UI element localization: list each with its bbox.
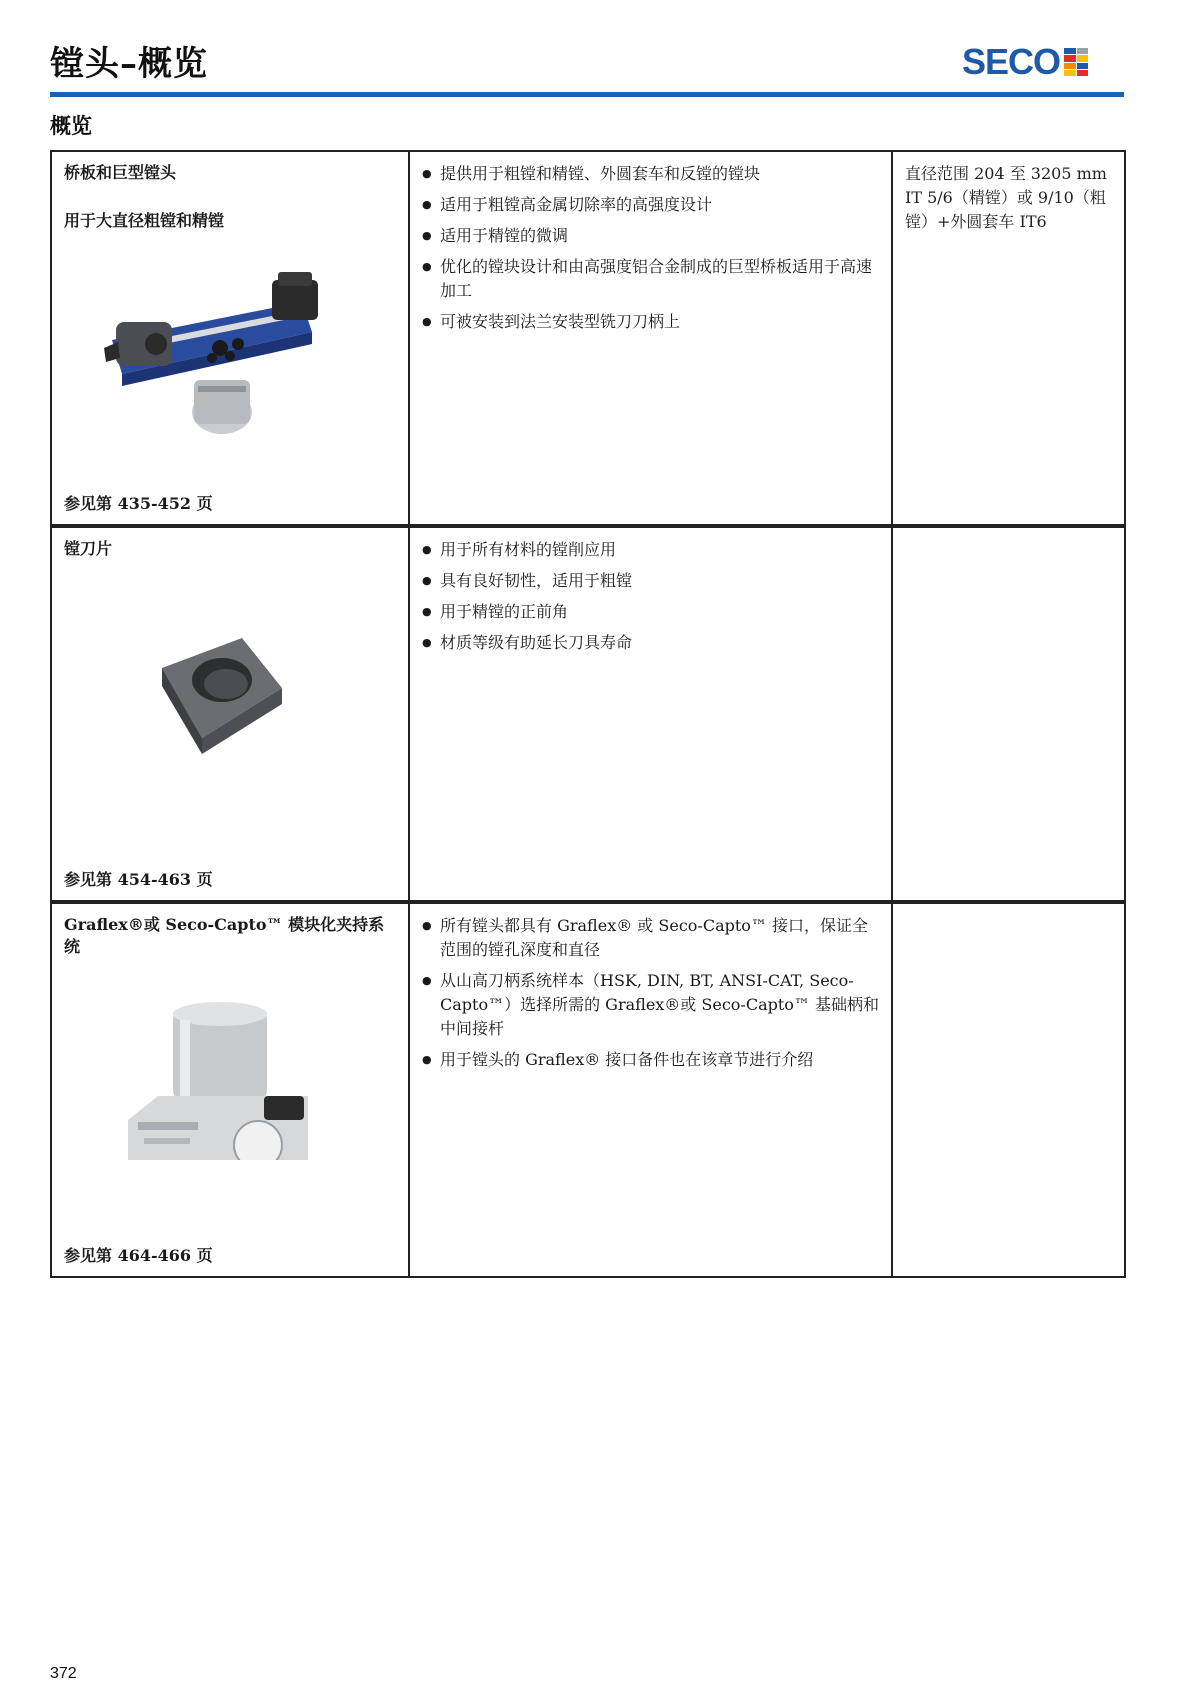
list-item: ● 适用于精镗的微调 (422, 224, 879, 248)
spec-text: 直径范围 204 至 3205 mm IT 5/6（精镗）或 9/10（粗镗）+外圆套车 IT6 (905, 164, 1107, 231)
spec-cell (892, 526, 1125, 902)
graflex-adapter-image (128, 1000, 308, 1160)
spec-cell (892, 902, 1125, 1277)
product-cell (51, 526, 409, 902)
header-rule (50, 92, 1124, 97)
boring-insert-image (152, 628, 292, 768)
list-item: ● 所有镗头都具有 Graflex® 或 Seco-Capto™ 接口，保证全范围的镗孔深度和直径 (422, 914, 879, 962)
feature-list (422, 162, 879, 334)
product-title: Graflex®或 Seco-Capto™ 模块化夹持系统 (64, 915, 385, 956)
page-number: 372 (50, 1665, 77, 1682)
section-title: 概览 (50, 113, 92, 138)
see-page-reference: 参见第 435-452 页 (64, 494, 213, 513)
see-page-reference: 参见第 464-466 页 (64, 1246, 213, 1265)
table-row (51, 526, 1125, 902)
features-cell (409, 151, 892, 526)
product-title: 桥板和巨型镗头 (64, 163, 177, 182)
table-row (51, 151, 1125, 526)
list-item: ● 提供用于粗镗和精镗、外圆套车和反镗的镗块 (422, 162, 879, 186)
logo-mark-icon (1064, 48, 1088, 76)
list-item: ● 适用于粗镗高金属切除率的高强度设计 (422, 193, 879, 217)
list-item: ● 可被安装到法兰安装型铣刀刀柄上 (422, 310, 879, 334)
features-cell (409, 902, 892, 1277)
logo-text: SECO (962, 41, 1061, 82)
list-item: ● 用于精镗的正前角 (422, 600, 879, 624)
list-item: ● 用于镗头的 Graflex® 接口备件也在该章节进行介绍 (422, 1048, 879, 1072)
list-item: ● 材质等级有助延长刀具寿命 (422, 631, 879, 655)
feature-list (422, 538, 879, 655)
product-cell (51, 151, 409, 526)
table-row (51, 902, 1125, 1277)
list-item: ● 从山高刀柄系统样本（HSK, DIN, BT, ANSI-CAT, Seco-Capto™）选择所需的 Graflex®或 Seco-Capto™ 基础柄和中间接杆 (422, 969, 879, 1041)
list-item: ● 具有良好韧性，适用于粗镗 (422, 569, 879, 593)
list-item: ● 用于所有材料的镗削应用 (422, 538, 879, 562)
product-title: 镗刀片 (64, 539, 113, 558)
list-item: ● 优化的镗块设计和由高强度铝合金制成的巨型桥板适用于高速加工 (422, 255, 879, 303)
see-page-reference: 参见第 454-463 页 (64, 870, 213, 889)
spec-cell (892, 151, 1125, 526)
bridge-boring-head-image (102, 262, 342, 442)
seco-logo (962, 41, 1088, 82)
feature-list (422, 914, 879, 1072)
overview-table (50, 150, 1126, 1278)
page-title: 镗头–概览 (50, 44, 208, 84)
features-cell (409, 526, 892, 902)
product-subtitle: 用于大直径粗镗和精镗 (64, 211, 225, 230)
product-cell (51, 902, 409, 1277)
